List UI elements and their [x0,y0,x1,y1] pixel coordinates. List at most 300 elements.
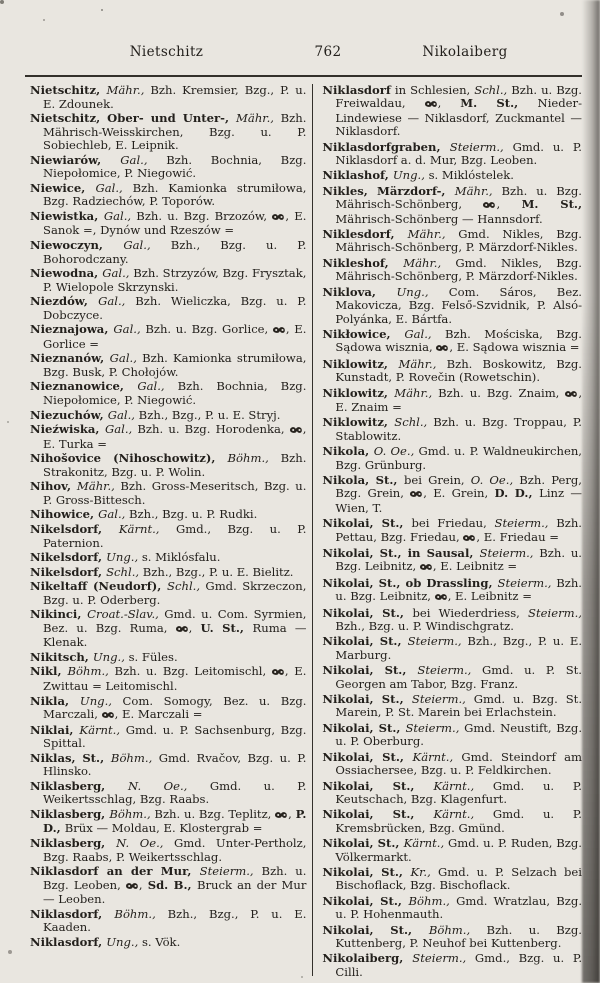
entry-text: , [138,877,148,892]
province-abbrev: Schl., [394,415,428,430]
posthorn-icon [102,709,115,723]
entry-headword: Nikolai, St., [322,807,434,822]
gazetteer-entry [322,837,582,864]
entry-headword: Sd. B., [147,877,197,892]
entry-headword: Niklasdorf, [30,934,107,949]
entry-text: Gmd. Unter-Pertholz, Bzg. Raabs, P. Weikertsschlag. [43,835,307,864]
entry-headword: Niewistka, [30,208,104,223]
gazetteer-entry [322,607,582,634]
gazetteer-entry [322,169,582,182]
entry-text: Com. Somogy, Bez. u. Bzg. Marczali, [43,693,307,722]
province-abbrev: Gal., [98,294,126,309]
entry-text: Bzh. Bochnia, Bzg. Niepołomice, P. Niegowić. [43,379,307,408]
entry-headword: Niewoczyn, [30,238,124,253]
entry-headword: Nikl, [30,664,68,679]
entry-headword: Nikolai, St., [322,749,413,764]
entry-headword: Niklas, St., [30,750,111,765]
province-abbrev: Ung., [106,934,139,949]
entry-text: Com. Sáros, Bez. Makovicza, Bzg. Felső-Szvidnik, P. Alsó-Polyánka, E. Bártfa. [335,284,582,326]
province-abbrev: Mähr., [398,356,437,371]
entry-text: Gmd. Rvačov, Bzg. u. P. Hlinsko. [43,750,307,779]
gazetteer-entry [30,267,306,294]
province-abbrev: Kr., [410,864,431,879]
entry-text: Bzh., Bzg. u. P. Bohorodczany. [43,238,307,266]
gazetteer-entry [30,84,306,111]
province-abbrev: Kärnt., [403,836,445,851]
scan-specks [0,0,4,4]
province-abbrev: Steierm., [497,575,552,590]
entry-headword: Niklowitz, [322,415,395,430]
posthorn-icon [425,98,438,111]
entry-text: , E. Gorlice = [43,322,307,351]
entry-headword: Nikolai, St., [322,893,409,908]
province-abbrev: Mähr., [403,255,442,270]
province-abbrev: Steierm., [528,605,582,620]
province-abbrev: Mähr., [76,479,115,494]
entry-text: Bzh. u. Bzg. Znaim, [432,385,566,400]
entry-headword: Niklasdorf an der Mur, [30,864,200,879]
province-abbrev: Steierm., [405,720,460,735]
gazetteer-entry [30,580,306,607]
posthorn-icon [483,199,496,212]
province-abbrev: Mähr., [236,111,274,126]
entry-text: , [188,620,201,635]
gazetteer-entry [30,865,306,907]
province-abbrev: Gal., [102,266,130,281]
entry-text: Gmd. Neustift, Bzg. u. P. Oberburg. [335,720,583,749]
entry-text: Bzh. u. Bzg. Troppau, P. Stablowitz. [335,415,582,443]
province-abbrev: N. Oe., [116,835,164,850]
gazetteer-entry [322,141,582,168]
gazetteer-entry [30,523,306,550]
entry-text: Bzh. Kremsier, Bzg., P. u. E. Zdounek. [43,83,307,111]
entry-text: Gmd. Skrzeczon, Bzg. u. P. Oderberg. [43,579,307,607]
gazetteer-entry [30,566,306,580]
entry-headword: Niezuchów, [30,407,108,422]
entry-text: Gmd. u. Bzg. St. Marein, P. St. Marein bei Erlachstein. [335,692,583,720]
gazetteer-entry [30,154,306,181]
province-abbrev: Ung., [92,649,125,664]
entry-text: Bzh., Bzg., P. u. E. Stryj. [135,407,281,422]
entry-headword: Niklowitz, [322,356,399,371]
gazetteer-entry [30,908,306,935]
province-abbrev: Gal., [95,180,123,195]
entry-headword: Nikola, St., [322,472,404,487]
posthorn-icon [565,388,578,401]
entry-text: Bzh. Gross-Meseritsch, Bzg. u. P. Gross-Bittesch. [43,479,307,507]
entry-text: s. Vök. [138,934,181,949]
gazetteer-entry [322,84,582,139]
province-abbrev: Mähr., [394,385,433,400]
gazetteer-entry [322,474,582,515]
entry-text: s. Miklósfalu. [138,550,221,565]
posthorn-icon [436,342,449,355]
entry-text: Bzh., Bzg. u. P. Windischgratz. [335,619,514,634]
province-abbrev: Kärnt., [433,778,475,793]
gazetteer-entry [322,952,582,979]
gazetteer-entry [30,551,306,565]
entry-text: Gmd. Steindorf am Ossiachersee, Bzg. u. P. Feldkirchen. [335,749,583,778]
posthorn-icon [435,591,448,604]
posthorn-icon [290,424,303,438]
entry-headword: Nikles, Märzdorf-, [322,183,455,198]
page-number: 762 [314,44,342,60]
entry-text: Bzh. Strakonitz, Bzg. u. P. Wolin. [43,451,307,479]
gazetteer-entry [322,387,582,415]
entry-text: in Schlesien, [390,83,475,97]
province-abbrev: Kärnt., [79,722,121,737]
entry-text: Gmd. u. P. Sachsenburg, Bzg. Spittal. [43,722,307,751]
entry-headword: D. D., [494,486,540,501]
entry-text: Gmd. Nikles, Bzg. Mährisch-Schönberg, P. Märzdorf-Nikles. [335,255,582,284]
gazetteer-entry [30,210,306,238]
entry-headword: Nihowice, [30,507,99,522]
entry-headword: Niewiarów, [30,152,121,167]
entry-text: Bzh. u. Bzg. Leitomischl, [108,664,272,679]
gazetteer-entry [30,508,306,522]
gazetteer-entry [30,112,306,153]
gazetteer-entry [322,751,582,778]
entry-text: Bzh. u. Bzg. Freiwaldau, [335,83,582,111]
entry-headword: Nikeltaff (Neudorf), [30,579,168,594]
entry-text: Bzh., Bzg., P. u. E. Marburg. [335,634,582,662]
scan-edge-shadow [582,0,600,983]
gazetteer-entry [322,416,582,443]
entry-headword: Niklashof, [322,168,393,183]
entry-headword: Nikłowice, [322,326,405,341]
gazetteer-entry [322,780,582,807]
entry-text: Gmd. u. P. Keutschach, Bzg. Klagenfurt. [335,778,582,806]
entry-headword: Nietschitz, Ober- und Unter-, [30,111,237,126]
entry-text: Gmd., Bzg. u. P. Cilli. [335,951,583,979]
entry-headword: Nieźwiska, [30,422,105,437]
entry-text: Gmd. u. P. Selzach bei Bischoflack, Bzg. Bischoflack. [335,864,583,893]
entry-headword: Nikolai, St., ob Drassling, [322,575,498,590]
entry-text: Bzh. u. Bzg. Leibnitz, [335,575,582,604]
entry-headword: Nikolaiberg, [322,951,413,966]
province-abbrev: Mähr., [407,227,446,242]
province-abbrev: Mähr., [454,183,493,198]
province-abbrev: Steierm., [412,951,467,966]
entry-headword: Niewice, [30,180,96,195]
entry-text: Bzh. Kamionka strumiłowa, Bzg. Radziechów, P. Toporów. [43,180,307,209]
entry-headword: Niklasberg, [30,806,110,821]
gazetteer-entry [322,866,582,893]
gazetteer-entry [322,924,582,951]
gazetteer-entry [322,286,582,326]
entry-text: Gmd. Nikles, Bzg. Mährisch-Schönberg, P. Märzdorf-Nikles. [335,227,582,255]
entry-text: , E. Marczali = [114,707,203,722]
entry-text: Bzh., Bzg. u. P. Rudki. [125,507,258,522]
province-abbrev: Gal., [123,238,151,253]
entry-headword: Nietschitz, [30,83,107,97]
province-abbrev: Gal., [404,326,432,341]
province-abbrev: Gal., [107,407,135,422]
province-abbrev: O. Oe., [373,444,415,459]
province-abbrev: Mähr., [106,83,145,97]
posthorn-icon [463,532,476,545]
entry-text: , [437,96,461,111]
entry-headword: Nikitsch, [30,649,93,664]
gazetteer-entry [30,409,306,423]
province-abbrev: Ung., [79,693,112,708]
province-abbrev: Ung., [106,550,139,565]
province-abbrev: Gal., [109,351,137,366]
entry-text: bei Grein, [403,472,471,487]
entry-text: Bzh. Strzyzów, Bzg. Frysztak, P. Wielopole Skrzynski. [43,266,307,294]
posthorn-icon [273,324,286,338]
province-abbrev: Böhm., [109,806,151,821]
gazetteer-entry [30,695,306,723]
running-header [25,44,582,66]
province-abbrev: Steierm., [494,516,549,531]
entry-text: Gmd. u. P. Waldneukirchen, Bzg. Grünburg. [335,444,582,472]
entry-headword: Nikleshof, [322,255,404,270]
posthorn-icon [272,211,285,225]
entry-headword: Nikolai, St., [322,836,404,851]
posthorn-icon [275,809,288,823]
entry-headword: Niklasberg, [30,778,129,793]
entry-text: Bzh. Mościska, Bzg. Sądowa wisznia, [335,326,582,355]
entry-headword: Nikinci, [30,607,88,622]
entry-text: , E. Zwittau = Leitomischl. [43,664,307,693]
gazetteer-entry [30,480,306,507]
province-abbrev: Ung., [396,284,429,299]
province-abbrev: Schl., [474,83,508,97]
entry-headword: U. St., [200,620,253,635]
entry-text: , E. Friedau = [476,529,559,544]
header-rule [25,75,582,77]
entry-text: , E. Sanok =, Dynów und Rzeszów = [43,208,307,238]
gazetteer-entry [322,635,582,662]
running-head-left: Nietschitz [129,44,204,60]
province-abbrev: Croat.-Slav., [87,607,159,622]
entry-headword: Nieznanów, [30,351,110,366]
column-right [312,83,583,979]
entry-headword: Nikolai, St., [322,864,411,879]
entry-text: Gmd. u. P. Niklasdorf a. d. Mur, Bzg. Leoben. [335,139,582,168]
gazetteer-entry [322,895,582,922]
province-abbrev: Gal., [137,379,165,394]
gazetteer-entry [322,445,582,472]
entry-headword: Nihošovice (Nihoschowitz), [30,451,228,466]
entry-headword: Nikolai, St., [322,922,429,937]
province-abbrev: Böhm., [428,922,471,937]
gazetteer-entry [322,808,582,835]
entry-headword: Nikla, [30,693,80,708]
gazetteer-entry [30,665,306,693]
entry-text: Bzh. Boskowitz, Bzg. Kunstadt, P. Rovečin (Rowetschin). [335,356,582,385]
entry-text: Bzh. u. Bzg. Leibnitz, [335,546,582,574]
entry-headword: Nikelsdorf, [30,564,107,579]
entry-headword: Nikolai, St., [322,605,413,620]
entry-text: Bruck an der Mur — Leoben. [43,877,307,907]
column-left [30,84,312,976]
province-abbrev: Böhm., [114,906,156,921]
province-abbrev: Steierm., [411,692,466,707]
entry-headword: Niklasdorf [322,83,391,97]
province-abbrev: Steierm., [479,546,534,560]
entry-headword: Nikolai, St., [322,720,406,735]
entry-text: Bzh., Bzg., P. u. E. Bielitz. [139,564,294,579]
entry-text: Bzh. Perg, Bzg. Grein, [335,472,582,501]
entry-text: , E. Grein, [423,486,495,501]
gazetteer-entry [30,780,306,807]
entry-headword: Nikolai, St., [322,692,412,707]
entry-headword: M. St., [460,96,538,111]
gazetteer-entry [30,380,306,407]
entry-headword: Niezdów, [30,294,99,309]
entry-text: , E. Turka = [43,422,307,451]
running-head-right: Nikolaiberg [422,44,508,60]
province-abbrev: Gal., [113,322,141,337]
entry-headword: Nikelsdorf, [30,550,107,565]
posthorn-icon [410,488,423,501]
entry-headword: P. D., [43,806,307,836]
entry-text: Bzh., Bzg., P. u. E. Kaaden. [43,906,307,935]
province-abbrev: Kärnt., [412,749,454,764]
entry-text: Bzh. Mährisch-Weisskirchen, Bzg. u. P. Sobiechleb, E. Leipnik. [43,111,307,153]
gazetteer-entry [30,239,306,266]
province-abbrev: Gal., [98,507,126,522]
text-columns [30,83,583,979]
entry-headword: Nikolai, St., in Sausal, [322,546,480,560]
gazetteer-entry [322,228,582,255]
province-abbrev: Gal., [104,422,133,437]
gazetteer-entry [30,352,306,379]
province-abbrev: Böhm., [110,750,153,765]
gazetteer-entry [322,517,582,545]
gazetteer-entry [322,328,582,356]
entry-headword: Nikolai, St., [322,516,412,531]
entry-text: Gmd. u. P. Ruden, Bzg. Völkermarkt. [335,836,582,864]
province-abbrev: Kärnt., [433,807,475,822]
gazetteer-entry [30,651,306,665]
province-abbrev: Kärnt., [118,521,160,536]
entry-text: Bzh. u. Bzg. Leoben, [43,864,307,892]
gazetteer-entry [322,257,582,284]
entry-headword: Niklowitz, [322,385,395,400]
entry-text: , [288,806,296,821]
entry-headword: Nieznanowice, [30,379,138,394]
gazetteer-entry [30,608,306,650]
entry-headword: Nikelsdorf, [30,521,119,536]
province-abbrev: Böhm., [227,451,269,466]
gazetteer-entry [322,185,582,226]
entry-text: Gmd. u. P. St. Georgen am Tabor, Bzg. Franz. [335,663,582,691]
entry-text: Gmd. u. Com. Syrmien, Bez. u. Bzg. Ruma, [43,607,307,635]
gazetteer-entry [30,808,306,836]
entry-text: Gmd. u. P. Weikertsschlag, Bzg. Raabs. [43,778,307,807]
gazetteer-entry [30,182,306,209]
province-abbrev: Schl., [106,564,140,579]
entry-text: Bzh. u. Bzg. Teplitz, [150,806,276,821]
entry-headword: Niklai, [30,722,80,737]
entry-text: Nieder-Lindewiese — Niklasdorf, Zuckmantel — Niklasdorf. [335,96,583,139]
entry-text: Gmd. Wratzlau, Bzg. u. P. Hohenmauth. [335,893,582,922]
entry-text: Bzh. u. Bzg. Mährisch-Schönberg, [335,183,582,212]
gazetteer-entry [30,452,306,479]
entry-text: Mährisch-Schönberg — Hannsdorf. [335,211,543,226]
gazetteer-entry [30,323,306,351]
entry-text: Gmd. u. P. Kremsbrücken, Bzg. Gmünd. [335,807,582,835]
entry-headword: Niklasdorf, [30,906,115,921]
entry-headword: Nikola, [322,444,374,459]
entry-text: s. Füles. [124,649,178,664]
entry-text: s. Miklóstelek. [424,168,514,183]
posthorn-icon [176,623,189,637]
gazetteer-entry [322,693,582,720]
entry-text: Bzh. u. Bzg. Horodenka, [132,422,290,437]
gazetteer-entry [322,358,582,385]
gazetteer-entry [30,752,306,779]
entry-headword: Nikolai, St., [322,778,434,793]
province-abbrev: O. Oe., [470,472,514,487]
entry-text: bei Wiederdriess, [412,605,529,620]
entry-text: Bzh. u. Bzg. Kuttenberg, P. Neuhof bei Kuttenberg. [335,922,582,950]
entry-text: , E. Leibnitz = [447,589,532,604]
entry-headword: Niewodna, [30,266,103,281]
posthorn-icon [126,880,139,894]
entry-text: Gmd., Bzg. u. P. Paternion. [43,521,307,550]
province-abbrev: Steierm., [417,663,472,678]
province-abbrev: Ung., [392,168,425,183]
province-abbrev: Gal., [103,208,132,223]
gazetteer-entry [322,577,582,605]
entry-text: , E. Sądowa wisznia = [449,340,580,355]
gazetteer-entry [322,722,582,749]
province-abbrev: Steierm., [407,634,462,649]
entry-headword: Nieznajowa, [30,322,114,337]
gazetteer-entry [30,295,306,322]
gazetteer-entry [30,724,306,751]
entry-text: Bzh. Bochnia, Bzg. Niepołomice, P. Niegowić. [43,152,307,181]
province-abbrev: Böhm., [67,664,109,679]
province-abbrev: Böhm., [408,893,450,908]
gazetteer-entry [30,837,306,864]
posthorn-icon [272,666,285,680]
entry-text: Bzh. Kamionka strumiłowa, Bzg. Busk, P. Chołojów. [43,351,307,379]
entry-headword: Nikolai, St., [322,634,408,649]
entry-headword: Nihov, [30,479,77,494]
entry-text: Bzh. Pettau, Bzg. Friedau, [335,516,582,544]
entry-text: Bzh. Wieliczka, Bzg. u. P. Dobczyce. [43,294,307,322]
entry-headword: Niklova, [322,284,397,299]
province-abbrev: N. Oe., [128,778,188,793]
gazetteer-entry [322,664,582,691]
province-abbrev: Steierm., [199,864,254,879]
entry-text: , [496,197,522,212]
entry-text: Ruma — Klenak. [43,620,307,650]
province-abbrev: Schl., [167,579,201,594]
entry-text: bei Friedau, [411,516,495,531]
gazetteer-entry [30,936,306,950]
entry-text: Brüx — Moldau, E. Klostergrab = [64,821,263,836]
entry-headword: M. St., [521,197,582,212]
entry-text: , E. Znaim = [335,385,582,414]
province-abbrev: Gal., [120,152,148,167]
posthorn-icon [420,561,433,574]
entry-headword: Nikolai, St., [322,663,418,678]
gazetteer-entry [322,547,582,575]
gazetteer-entry [30,423,306,451]
entry-text: Linz — Wien, T. [335,486,582,515]
entry-text: , E. Leibnitz = [432,559,518,574]
entry-headword: Niklasdorfgraben, [322,139,450,154]
entry-headword: Niklasberg, [30,835,117,850]
entry-headword: Niklesdorf, [322,227,408,242]
province-abbrev: Steierm., [449,139,504,154]
